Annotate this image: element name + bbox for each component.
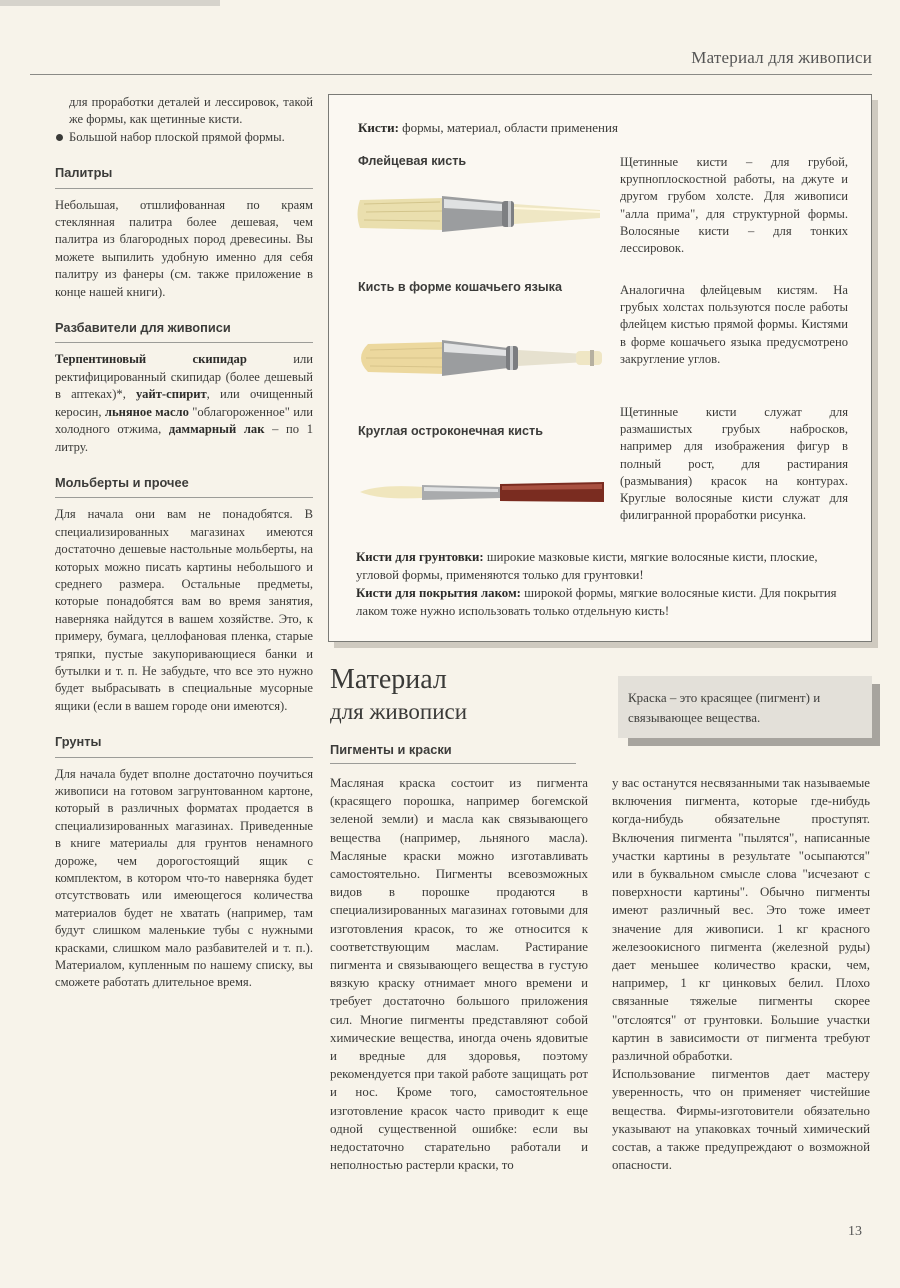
- filbert-brush-illustration: [354, 334, 608, 382]
- section-grounds: [55, 733, 313, 992]
- thinners-text-part: или ректифицированный скипидар (более дешевый в аптеках)*,: [55, 352, 313, 402]
- easels-text: Для начала они вам не понадобятся. В специализированных магазинах имеются достаточно дешевые настольные мольберты, на которых можно писать картины небольшого и среднего размера. Остальные предметы, которые понадобятся вам во время занятия, наверняка найдутся в вашем хозяйстве. Это, к примеру, бумага, целлофановая пленка, старые тряпки, пустые закупоривающиеся банки и бутылки и т. п. Не забудьте, что все это нужно будет выбрасывать в специальные мусорные ящики (если в вашем городе они имеются).: [55, 507, 313, 713]
- pigments-text-col2-par1: у вас останутся несвязанными так называемые включения пигмента, которые где-нибудь когда-нибудь обязательне проступят. Включения пигмента "пылятся", написанные участки картины в результате "осыпаются" или в буквальном смысле слова "исчезают с поверхности картины". Обычно пигменты имеют различный вес. Это тоже имеет значение для живописи. 1 кг красного железоокисного пигмента (железной руды) дает меньшее количество краски, чем, например, 1 кг цинковых белил. Плохо связанные тяжелые пигменты скорее "отслоятся" от грунтовки. Большие участки картин в зависимости от пигмента требуют различной обработки.: [612, 776, 870, 1064]
- brush-name-filbert: Кисть в форме кошачьего языка: [358, 280, 562, 294]
- box-title-rest: формы, материал, области применения: [398, 120, 618, 135]
- note-varnish-rest: широкой формы, мягкие волосяные кисти. Для покрытия лаком тоже нужно использовать только отдельную кисть!: [356, 586, 837, 618]
- thinners-text: [55, 351, 313, 455]
- chapter-title-line1: Материал: [330, 664, 447, 695]
- scan-edge: [0, 0, 220, 6]
- intro-text: для проработки деталей и лессировок, такой же формы, как щетинные кисти.: [69, 95, 313, 127]
- header-rule: [30, 74, 872, 75]
- note-varnish-brushes: [356, 584, 848, 620]
- pigments-text-col2: [612, 774, 870, 1174]
- note-priming-bold: Кисти для грунтовки:: [356, 550, 484, 564]
- flat-brush-illustration: [354, 186, 604, 242]
- brush-name-flat: Флейцевая кисть: [358, 154, 467, 168]
- term-turpentine: Терпентиновый скипидар: [55, 352, 247, 367]
- pigments-text-col1: Масляная краска состоит из пигмента (красящего порошка, например богемской зеленой земли) и масла как связывающего вещества (например, льняного масла). Масляные краски можно изготавливать самостоятельно. Пигменты всевозможных видов в порошке продаются в специализированных магазинах готовыми для изготовления красок, то же относится к соответствующим маслам. Растирание пигмента и связывающего вещества в густую вязкую краску отнимает много времени и требует достаточно большого приложения сил. Многие пигменты представляют собой химические вещества, иногда очень ядовитые и вредные для здоровья, поэтому рекомендуется при такой работе защищать рот и нос. Кроме того, самостоятельное изготовление красок часто приводит к еще одной существенной ошибке: если вы недостаточно старательно работали и неполностью растерли краски, то: [330, 776, 588, 1173]
- note-priming-brushes: [356, 548, 848, 584]
- term-linseed-oil: льняное масло: [104, 404, 189, 419]
- grounds-text: Для начала будет вполне достаточно поучиться живописи на готовом загрунтованном картоне, который в различных форматах продается в специализированных магазинах. Приведенные в книге материалы для грунтов ненамного дороже, чем дорогостоящий ящик с комплектом, в котором что-то наверняка будет отсутствовать или имеющегося количества материалов будет не хватать (например, там будут слишком маленькие тубы с нужными красками, слишком мало разбавителей и т. п.). Материалом, купленным по нашему списку, вы сможете работать длительное время.: [55, 766, 313, 990]
- brush-name-round: Круглая остроконечная кисть: [358, 424, 543, 438]
- palettes-text: Небольшая, отшлифованная по краям стеклянная палитра более дешевая, чем палитра из благородных пород древесины. Вы можете выпилить удобную именно для себя палитру из фанеры (см. также приложение в конце нашей книги).: [55, 197, 313, 299]
- brush-box-title: [358, 120, 618, 136]
- term-white-spirit: уайт-спирит: [136, 387, 207, 402]
- brush-desc-round: Щетинные кисти служат для размашистых грубых набросков, например для изображения фигур в полный рост, для растирания (размывания) красок на контурах. Круглые волосяные кисти служат для филигранной проработки рисунка.: [620, 405, 848, 523]
- page-number: 13: [848, 1224, 862, 1239]
- chapter-title-line2: для живописи: [330, 699, 468, 724]
- thinners-text-part: , или очищенный керосин,: [55, 387, 313, 419]
- left-column: [55, 94, 313, 992]
- grounds-heading: Грунты: [55, 733, 313, 757]
- round-brush-illustration: [358, 474, 608, 510]
- thinners-heading: Разбавители для живописи: [55, 319, 313, 343]
- pigments-heading: Пигменты и краски: [330, 742, 576, 764]
- running-header: Материал для живописи: [691, 48, 872, 67]
- section-palettes: [55, 164, 313, 301]
- brush-box-notes: [356, 548, 848, 620]
- palettes-heading: Палитры: [55, 164, 313, 188]
- note-varnish-bold: Кисти для покрытия лаком:: [356, 586, 521, 600]
- bullet-icon: [56, 134, 63, 141]
- box-title-bold: Кисти:: [358, 120, 399, 135]
- chapter-title: [330, 664, 467, 728]
- bullet-text: Большой набор плоской прямой формы.: [69, 129, 285, 144]
- section-thinners: [55, 319, 313, 456]
- brush-desc-flat: Щетинные кисти – для грубой, крупноплоскостной работы, на джуте и другом грубом холсте. Для живописи "алла прима", для структурной формы. Волосяные кисти – для тонких лессировок.: [620, 155, 848, 256]
- callout-text: Краска – это красящее (пигмент) и связывающее вещества.: [628, 690, 821, 725]
- note-priming-rest: широкие мазковые кисти, мягкие волосяные кисти, плоские, угловой формы, применяются только для грунтовки!: [356, 550, 818, 582]
- bullet-item: [55, 129, 313, 146]
- brush-desc-filbert: Аналогична флейцевым кистям. На грубых холстах пользуются после работы флейцем кистью прямой формы. Кистями в форме кошачьего языка предусмотрено закругление углов.: [620, 283, 848, 366]
- section-easels: [55, 474, 313, 715]
- term-dammar-varnish: даммарный лак: [168, 422, 265, 437]
- thinners-text-part: – по 1 литру.: [55, 422, 314, 454]
- pigments-text-col2-par2: Использование пигментов дает мастеру уверенность, что он применяет чистейшие вещества. Фирмы-изготовители обязательно указывают на упаковках точный химический состав, а также предупреждают о возможной опасности.: [612, 1067, 870, 1173]
- thinners-text-part: "облагороженное" или холодного отжима,: [55, 404, 313, 437]
- easels-heading: Мольберты и прочее: [55, 474, 313, 498]
